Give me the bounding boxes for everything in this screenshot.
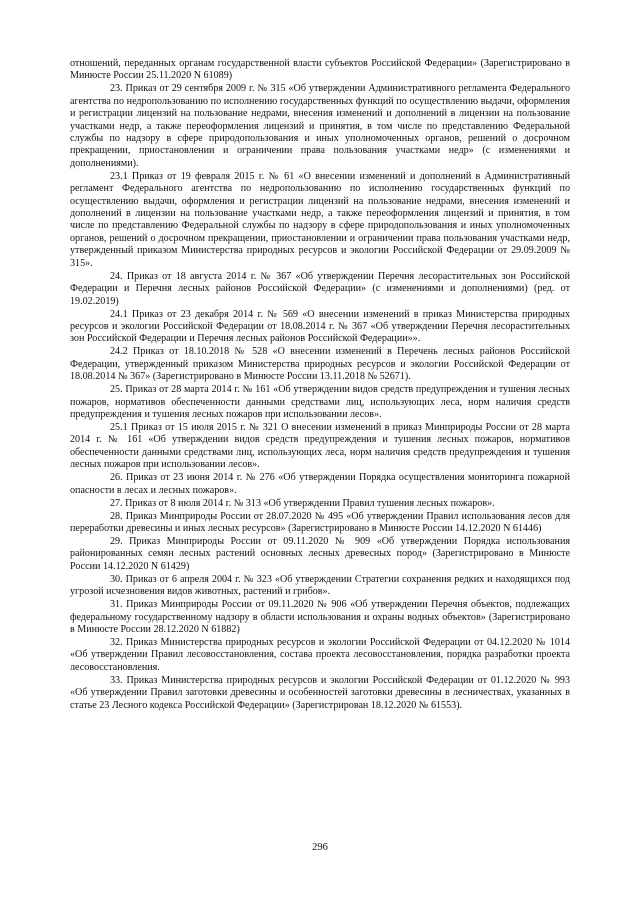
- paragraph-item-24: 24. Приказ от 18 августа 2014 г. № 367 «Об утверждении Перечня лесорастительных зон Российской Федерации и Перечня лесных районов Российской Федерации» (с изменениями и дополнениями) (ред. от 19.02.2019): [70, 270, 570, 307]
- document-body: [70, 58, 570, 712]
- paragraph-item-27: 27. Приказ от 8 июля 2014 г. № 313 «Об утверждении Правил тушения лесных пожаров».: [110, 497, 495, 509]
- paragraph-item-26: 26. Приказ от 23 июня 2014 г. № 276 «Об утверждении Порядка осуществления мониторинга пожарной опасности в лесах и лесных пожаров».: [70, 472, 570, 496]
- paragraph-item-23: 23. Приказ от 29 сентября 2009 г. № 315 «Об утверждении Административного регламента Федерального агентства по недропользованию по исполнению государственных функций по осуществлению выдачи, оформления и регистрации лицензий на пользование недрами, внесения изменений и дополнений в лицензии на пользование участками недр, а также переоформления лицензий и принятия, в том числе по представлению Федеральной службы по надзору в сфере природопользования и иных уполномоченных органов, решений о досрочном прекращении, приостановлении и ограничении права пользования участками недр» (с изменениями и дополнениями).: [70, 83, 570, 169]
- paragraph-item-30: 30. Приказ от 6 апреля 2004 г. № 323 «Об утверждении Стратегии сохранения редких и находящихся под угрозой исчезновения видов животных, растений и грибов».: [70, 573, 570, 598]
- page-number: 296: [312, 842, 328, 853]
- paragraph-item-25: 25. Приказ от 28 марта 2014 г. № 161 «Об утверждении видов средств предупреждения и тушения лесных пожаров, нормативов обеспеченности данными средствами лиц, использующих леса, норм наличия средств предупреждения и тушения лесных пожаров при использовании лесов».: [70, 384, 570, 420]
- paragraph-item-28: 28. Приказ Минприроды России от 28.07.2020 № 495 «Об утверждении Правил использования лесов для переработки древесины и иных лесных ресурсов» (Зарегистрировано в Минюсте России 14.12.2020 N 61446): [70, 510, 570, 534]
- paragraph-item-24-2: 24.2 Приказ от 18.10.2018 № 528 «О внесении изменений в Перечень лесных районов Российской Федерации, утвержденный приказом Министерства природных ресурсов и экологии Российской Федерации от 18.08.2014 № 367» (Зарегистрировано в Минюсте России 13.11.2018 № 52671).: [70, 346, 570, 383]
- paragraph-item-31: 31. Приказ Минприроды России от 09.11.2020 № 906 «Об утверждении Перечня объектов, подлежащих федеральному государственному надзору в области использования и охраны водных объектов» (Зарегистрировано в Минюсте России 28.12.2020 N 61882): [70, 599, 570, 635]
- paragraph-item-33: 33. Приказ Министерства природных ресурсов и экологии Российской Федерации от 01.12.2020 № 993 «Об утверждении Правил заготовки древесины и особенностей заготовки древесины в лесничествах, указанных в статье 23 Лесного кодекса Российской Федерации» (Зарегистрирован 18.12.2020 № 61553).: [70, 674, 570, 711]
- paragraph-item-24-1: 24.1 Приказ от 23 декабря 2014 г. № 569 «О внесении изменений в приказ Министерства природных ресурсов и экологии Российской Федерации от 18.08.2014 г. № 367 «Об утверждении Перечня лесорастительных зон Российской Федерации и Перечня лесных районов Российской Федерации»».: [70, 308, 570, 345]
- paragraph-continuation: отношений, переданных органам государственной власти субъектов Российской Федерации» (Зарегистрировано в Минюсте России 25.11.2020 N 61089): [70, 58, 570, 82]
- paragraph-item-25-1: 25.1 Приказ от 15 июля 2015 г. № 321 О внесении изменений в приказ Минприроды России от 28 марта 2014 г. № 161 «Об утверждении видов средств предупреждения и тушения лесных пожаров, нормативов обеспеченности данными средствами лиц, использующих леса, норм наличия средств предупреждения и тушения лесных пожаров при использовании лесов».: [70, 421, 570, 471]
- paragraph-item-29: 29. Приказ Минприроды России от 09.11.2020 № 909 «Об утверждении Порядка использования районированных семян лесных растений основных лесных древесных пород» (Зарегистрировано в Минюсте России 14.12.2020 N 61429): [70, 535, 570, 572]
- paragraph-item-32: 32. Приказ Министерства природных ресурсов и экологии Российской Федерации от 04.12.2020 № 1014 «Об утверждении Правил лесовосстановления, состава проекта лесовосстановления, порядка разработки проекта лесовосстановления.: [70, 637, 570, 673]
- paragraph-item-23-1: 23.1 Приказ от 19 февраля 2015 г. № 61 «О внесении изменений и дополнений в Административный регламент Федерального агентства по недропользованию по исполнению государственных функций по осуществлению выдачи, оформления и регистрации лицензий на пользование недрами, внесения изменений и дополнений в лицензии на пользование участками недр, а также переоформления лицензий и принятия, в том числе по представлению Федеральной службы по надзору в сфере природопользования и иных уполномоченных органов, решений о досрочном прекращении, приостановлении и ограничении права пользования участками недр, утвержденный приказом Министерства природных ресурсов и экологии Российской Федерации от 29.09.2009 № 315».: [70, 170, 570, 269]
